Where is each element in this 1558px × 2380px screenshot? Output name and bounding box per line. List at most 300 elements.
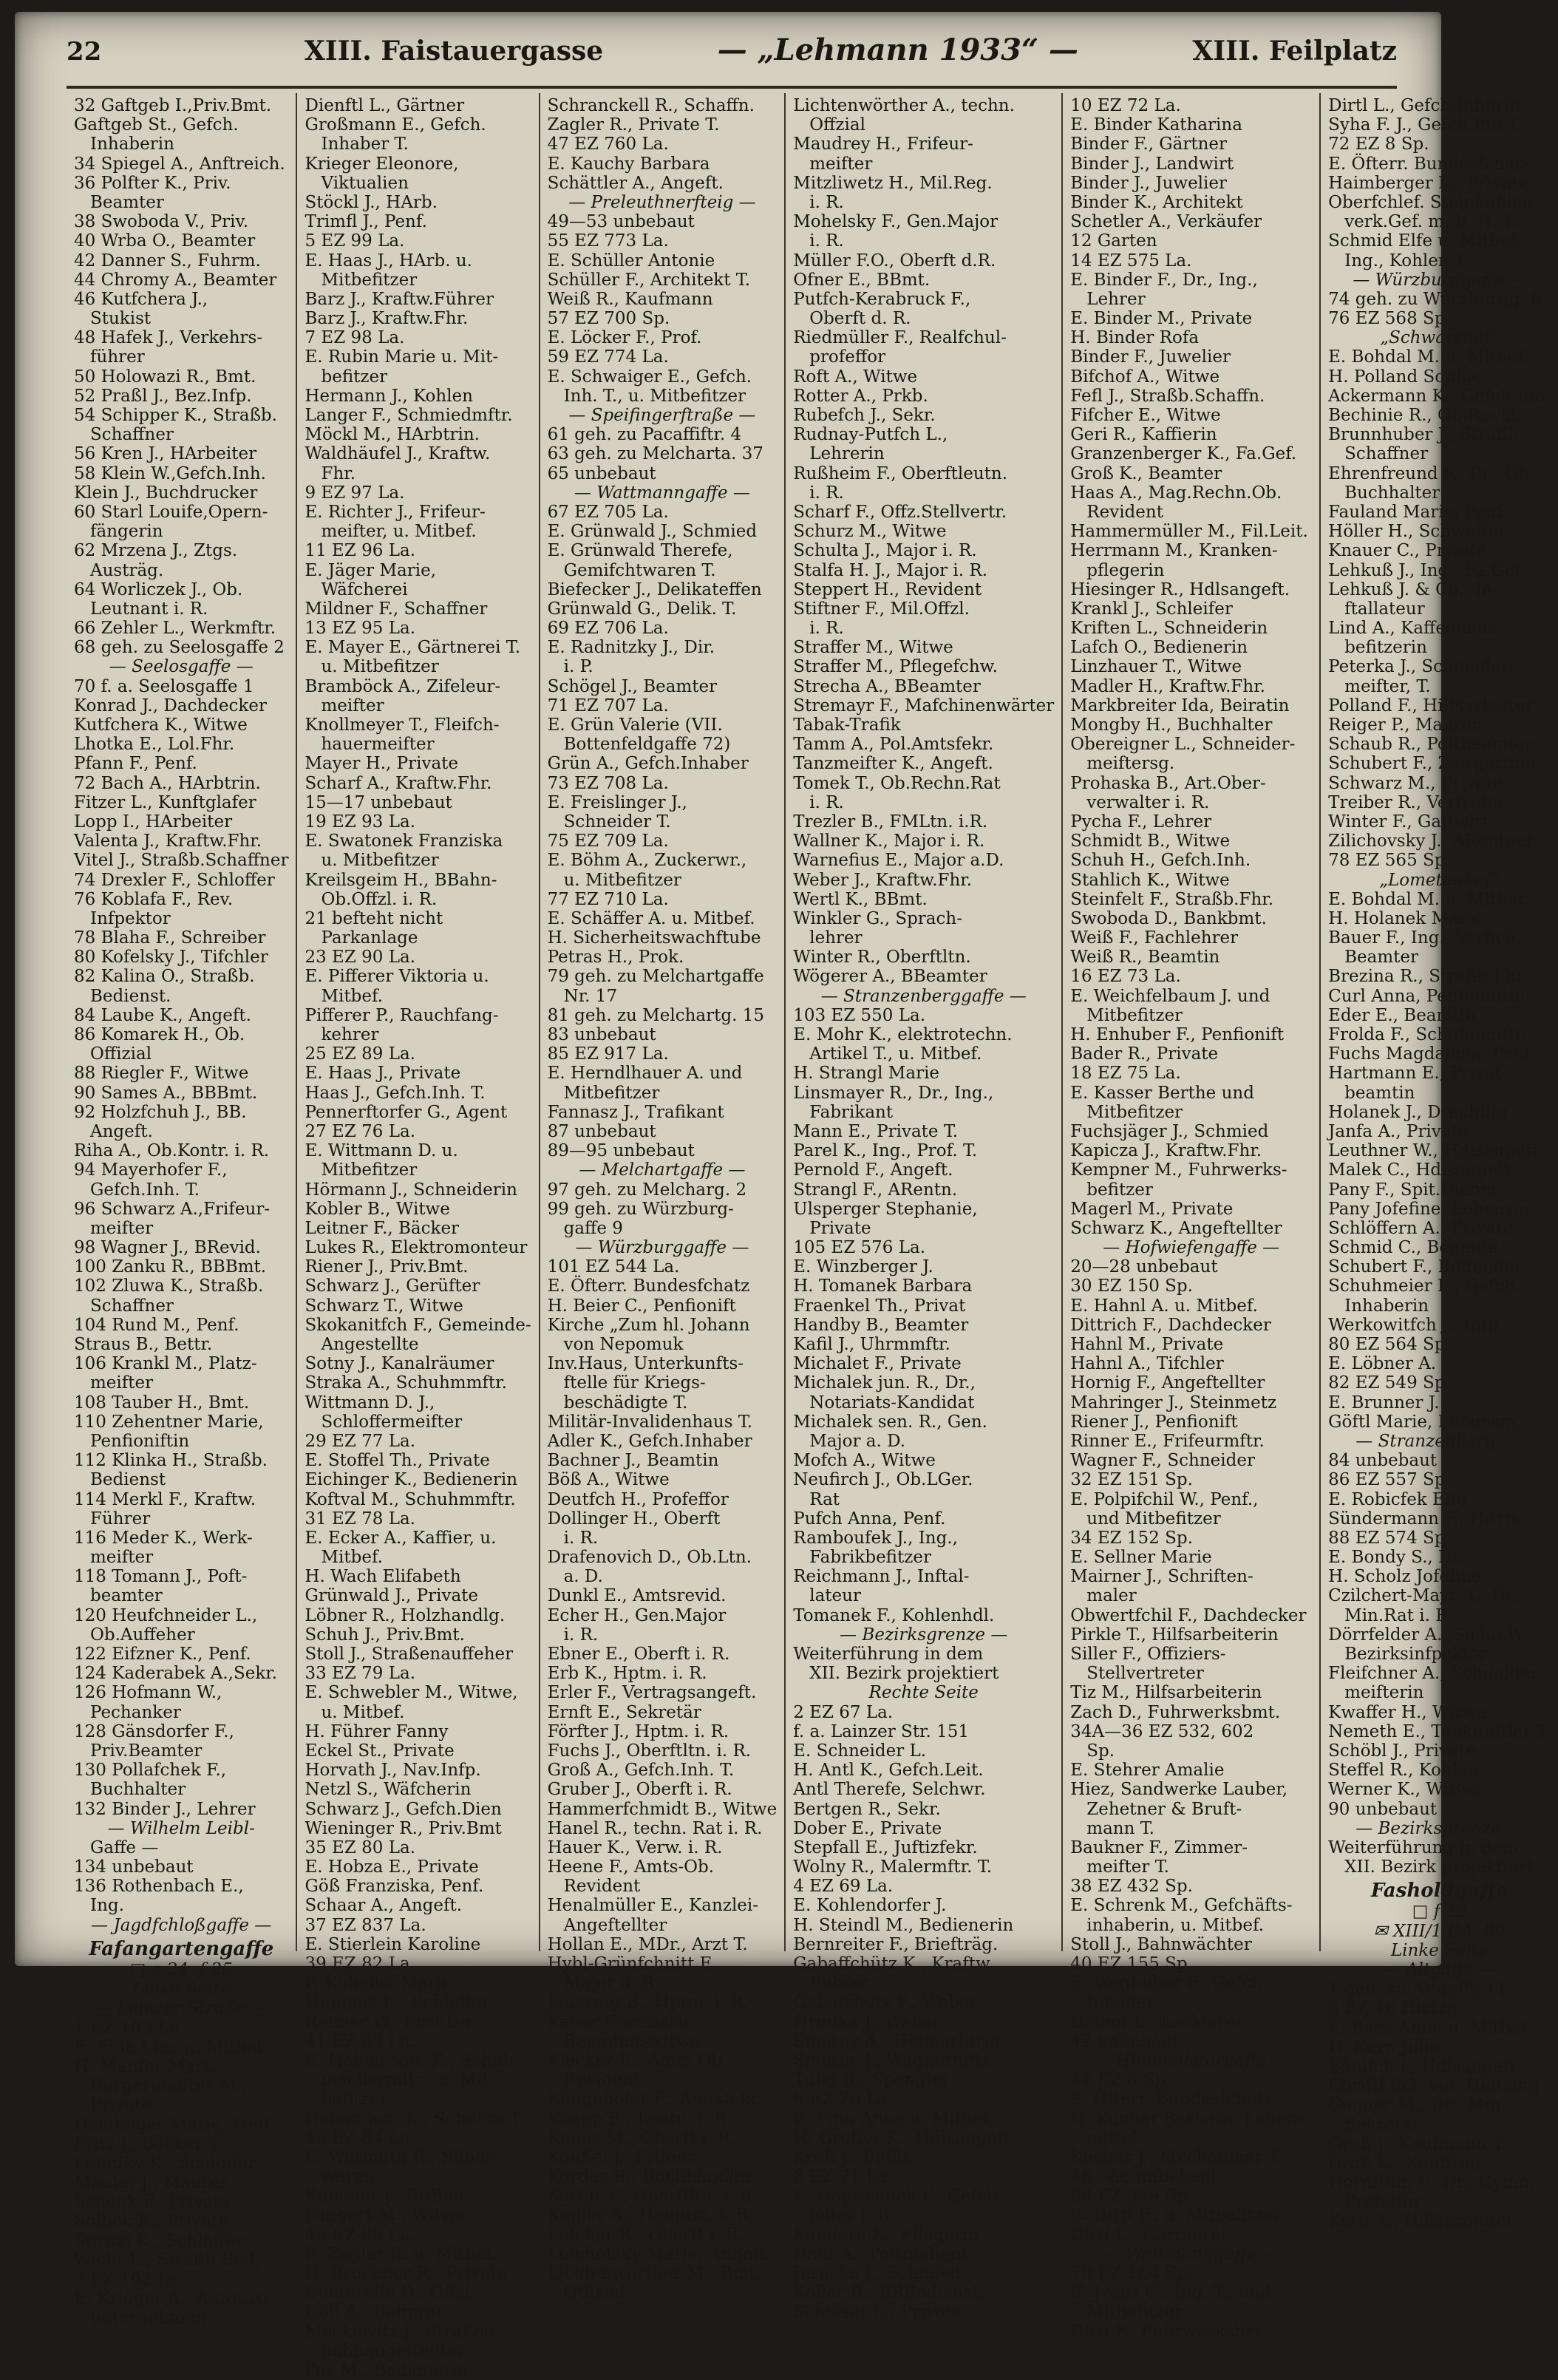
directory-entry: H. Sicherheitswachftube [547, 928, 761, 948]
entry-continuation: verk.Gef. m. b. H. T. [1344, 212, 1517, 232]
directory-entry: 1 EZ 103 La. [74, 2018, 185, 2038]
directory-entry: Lichtenwörther A., techn. [793, 96, 1015, 115]
directory-entry: 40 EZ 155 Sp. [1070, 1954, 1193, 1973]
directory-entry: E. Bondy S., Dr. [1328, 1548, 1464, 1568]
directory-entry: 87 unbebaut [547, 1121, 656, 1141]
directory-entry: Bramböck A., Zifeleur- [305, 676, 501, 696]
section-marker: — Jagdfchloßgaffe — [91, 1915, 272, 1935]
entry-continuation: mittel [1086, 2128, 1137, 2148]
directory-entry: Wolny R., Malermftr. T. [793, 1857, 993, 1877]
directory-entry: 80 EZ 564 Sp. [1328, 1335, 1451, 1354]
entry-continuation: Inhaber [1086, 1993, 1155, 2013]
directory-entry: Linzhauer T., Witwe [1070, 657, 1242, 677]
header-rule [67, 86, 1397, 89]
directory-entry: 69 EZ 706 La. [547, 619, 669, 639]
directory-entry: Echer H., Gen.Major [547, 1605, 727, 1625]
directory-entry: 78 Blaha F., Schreiber [74, 928, 266, 948]
directory-entry: Pany F., Spit.Diener [1328, 1180, 1499, 1200]
directory-entry: Strangl F., ARentn. [793, 1180, 958, 1200]
street-heading: Fasholdgaffe [1370, 1880, 1508, 1903]
directory-entry: Mann E., Private T. [793, 1121, 959, 1141]
directory-entry: Rinner E., Frifeurmftr. [1070, 1431, 1265, 1451]
directory-entry: 18 EZ 75 La. [1070, 1064, 1181, 1084]
entry-continuation: i. R. [809, 192, 844, 212]
directory-entry: E. Bohdal M. u. Mitbef. [1328, 347, 1529, 367]
directory-entry: Siller F., Offiziers- [1070, 1645, 1226, 1664]
directory-entry: Reiger P., Maurer [1328, 715, 1480, 735]
section-marker: □ e 24, f 25 [129, 1960, 233, 1979]
directory-entry: 67 EZ 705 La. [547, 502, 669, 522]
directory-entry: 97 geh. zu Melcharg. 2 [547, 1180, 747, 1200]
directory-entry: 32 Gaftgeb I.,Priv.Bmt. [74, 96, 272, 115]
directory-entry: Fraenkel Th., Privat [793, 1296, 966, 1316]
directory-entry: Janfa A., Private [1328, 1121, 1469, 1141]
entry-continuation: waren [321, 2167, 375, 2187]
directory-entry: Lichtenwörther M., Bmt. [547, 2264, 761, 2283]
directory-entry: Strecha A., BBeamter [793, 676, 981, 696]
section-marker: — Himmelhaurgaffe — [1093, 2050, 1290, 2070]
directory-entry: Hauer K., Verw. i. R. [547, 1837, 723, 1857]
entry-continuation: Inhaberin [1344, 1296, 1429, 1316]
directory-entry: Kwaffer H., Witwe [1328, 1702, 1487, 1722]
directory-entry: Syha F. J., Gefch.Inh.T. [1328, 115, 1522, 135]
entry-continuation: Offzial [809, 115, 865, 135]
directory-entry: Bauer F., Ing., Verfich. [1328, 928, 1522, 948]
directory-entry: Valenta J., Kraftw.Fhr. [74, 832, 262, 851]
entry-continuation: unternehmen [90, 2308, 206, 2328]
directory-entry: Schaar A., Angeft. [305, 1896, 463, 1916]
directory-entry: Chriftl.fo3. Ver. Hietzing [1328, 2076, 1540, 2096]
directory-entry: Stremayr F., Mafchinenwärter [793, 696, 1055, 715]
directory-entry: Schögel J., Beamter [547, 676, 718, 696]
directory-entry: Dober E., Private [793, 1818, 942, 1838]
entry-continuation: XII. Bezirk projektiert [809, 1664, 999, 1684]
directory-entry: Frolda F., Schuhmmftr. [1328, 1025, 1527, 1044]
directory-entry: Juracka J., Schmied [793, 2264, 962, 2283]
directory-entry: Treiber R., Vertreter [1328, 792, 1506, 812]
directory-entry: Dirtl F., Fuhrwerksbef. [1070, 2322, 1267, 2342]
entry-continuation: Fabrikant [809, 1102, 894, 1122]
directory-entry: Pfann F., Penf. [74, 754, 197, 774]
directory-entry: 38 Swoboda V., Priv. [74, 212, 249, 232]
directory-entry: 20—28 unbebaut [1070, 1257, 1218, 1277]
entry-continuation: meifterin [1344, 1683, 1424, 1703]
directory-entry: E. Schäffer A. u. Mitbef. [547, 908, 755, 928]
directory-entry: Hybl-Grünfchnitt E., [547, 1954, 724, 1973]
directory-entry: 55 EZ 773 La. [547, 231, 669, 251]
section-marker: Linke Seite [1390, 1940, 1489, 1960]
directory-entry: Klecker E., Amts-Ob. [547, 2050, 728, 2070]
directory-entry: Groß J., Kaufmann T. [1328, 2134, 1507, 2154]
directory-entry: Kobler B., Witwe [305, 1199, 450, 1219]
directory-entry: Binder K., Architekt [1070, 192, 1243, 212]
entry-continuation: Beamtenswitwe [563, 2031, 701, 2051]
directory-entry: Kapicza J., Kraftw.Fhr. [1070, 1141, 1262, 1161]
directory-entry: E. Stoffel Th., Private [305, 1451, 490, 1471]
directory-entry: Schulta J., Major i. R. [793, 541, 977, 561]
directory-entry: Winter F., Gaftwirt [1328, 812, 1490, 832]
directory-entry: Winkler G., Sprach- [793, 908, 962, 928]
directory-entry: Kottur F., Oberftltn. i. R. [547, 2186, 758, 2206]
directory-entry: Michalet F., Private [793, 1354, 962, 1374]
entry-continuation: hauermeifter [321, 735, 435, 755]
directory-entry: Holanek J., Drechfler [1328, 1102, 1509, 1122]
section-marker: — Würzburggaffe — [575, 1238, 749, 1258]
directory-entry: Weiß R., Kaufmann [547, 289, 713, 309]
directory-entry: Pennerftorfer G., Agent [305, 1102, 508, 1122]
directory-entry: E. Hahnl A. u. Mitbef. [1070, 1296, 1258, 1316]
entry-continuation: u. Mitbefitzer [563, 870, 681, 890]
directory-entry: Wittmann D. J., [305, 1393, 435, 1412]
section-marker: — Stranzenberggaffe — [820, 986, 1027, 1006]
directory-entry: 41 EZ 83 La. [305, 2031, 416, 2051]
directory-entry: 12 Garten [1070, 231, 1157, 251]
directory-entry: E. Löbner A. [1328, 1354, 1437, 1374]
entry-continuation: Ing. [90, 1896, 124, 1916]
directory-entry: Linsmayer R., Dr., Ing., [793, 1083, 994, 1103]
directory-entry: 70 f. a. Seelosgaffe 1 [74, 676, 254, 696]
directory-entry: Trimfl J., Penf. [305, 212, 427, 232]
entry-continuation: Profeffor [1344, 2192, 1421, 2212]
directory-entry: Lind A., Kaffeehaus- [1328, 619, 1503, 639]
directory-entry: Pany Jofefine, Lebensm. [1328, 1199, 1535, 1219]
directory-entry: 106 Krankl M., Platz- [74, 1354, 257, 1374]
directory-entry: E. Heptmanek F., Gefch. [793, 2186, 1004, 2206]
directory-entry: Gruber J., Oberft i. R. [547, 1780, 732, 1800]
directory-entry: Steinfelt F., Straßb.Fhr. [1070, 889, 1274, 909]
directory-entry: 45 EZ 85 La. [305, 2225, 416, 2245]
entry-continuation: Viktualien [321, 173, 409, 193]
directory-entry: Kern A., Hilfsarbeiter [1328, 2211, 1514, 2231]
directory-entry: 19 EZ 93 La. [305, 812, 416, 832]
directory-entry: 6 EZ 70 La. [793, 2090, 894, 2109]
section-marker: ✉ XIII/1 P.A. 89 [1373, 1921, 1506, 1941]
directory-entry: Oberfchlef. Steinkohlen- [1328, 192, 1539, 212]
entry-continuation: Offizial [563, 2283, 625, 2303]
directory-entry: Madler H., Kraftw.Fhr. [1070, 676, 1265, 696]
directory-entry: Hammermüller M., Fil.Leit. [1070, 522, 1308, 542]
entry-continuation: Bedienst. [90, 986, 171, 1006]
directory-entry: 98 Wagner J., BRevid. [74, 1238, 261, 1258]
directory-entry: Krankl J., Schleifer [1070, 599, 1233, 619]
entry-continuation: maler [1086, 1586, 1137, 1606]
directory-page [15, 12, 1551, 2380]
directory-entry: E. Wittmann D. u. [305, 1141, 458, 1161]
directory-entry: Keber Franziska, [547, 2012, 695, 2032]
directory-entry: Weiterführung in dem [793, 1645, 984, 1664]
entry-continuation: Ob.Offzl. i. R. [321, 889, 438, 909]
directory-entry: 82 EZ 549 Sp. [1328, 1373, 1451, 1393]
directory-entry: 43 EZ 84 La. [305, 2128, 416, 2148]
section-marker: — Melchartgaffe — [579, 1160, 746, 1180]
directory-entry: Fuchs Magdalena, Penf. [1328, 1044, 1536, 1064]
section-marker: — Stranzenberg. — [1355, 1431, 1524, 1451]
directory-entry: Schwarz J., Gerüfter [305, 1276, 480, 1296]
directory-entry: Kirche „Zum hl. Johann [547, 1315, 750, 1335]
directory-entry: Gaftgeb St., Gefch. [74, 115, 239, 135]
directory-entry: 68 geh. zu Seelosgaffe 2 [74, 638, 285, 658]
directory-entry: Kugler A., Hauptm. i. R. [547, 2206, 755, 2226]
directory-entry: Straus B., Bettr. [74, 1335, 213, 1354]
entry-continuation: Sp. [1086, 1741, 1115, 1761]
left-street-heading: XIII. Faistauergasse [304, 35, 604, 67]
directory-entry: Leitner F., Bäcker [305, 1218, 460, 1238]
directory-entry: Böß A., Witwe [547, 1470, 670, 1490]
directory-entry: Tomek T., Ob.Rechn.Rat [793, 773, 1001, 793]
directory-entry: Dunkl E., Amtsrevid. [547, 1586, 727, 1606]
directory-entry: Renner W., Fbrf.Dir. [305, 2012, 477, 2032]
directory-entry: Fannasz J., Trafikant [547, 1102, 724, 1122]
directory-entry: 21 befteht nicht [305, 908, 443, 928]
directory-entry: Rudnay-Putfch L., [793, 425, 948, 445]
entry-continuation: Private [809, 1218, 871, 1238]
directory-entry: 114 Merkl F., Kraftw. [74, 1489, 256, 1509]
directory-entry: Möckl M., HArbtrin. [305, 425, 480, 445]
directory-entry: 47 EZ 760 La. [547, 135, 669, 154]
directory-entry: Steffel R., Kohlen [1328, 1761, 1479, 1781]
directory-entry: E. Winzberger J. [793, 1257, 933, 1277]
right-street-heading: XIII. Feilplatz [1192, 35, 1397, 67]
directory-entry: 54 Schipper K., Straßb. [74, 406, 277, 425]
directory-entry: Pycha F., Lehrer [1070, 812, 1212, 832]
directory-entry: E. Bohdal M. u. Mitbef. [1328, 889, 1529, 909]
directory-entry: 86 EZ 557 Sp. [1328, 1470, 1451, 1490]
directory-entry: Kriften L., Schneiderin [1070, 619, 1268, 639]
directory-entry: E. Binder Katharina [1070, 115, 1242, 135]
directory-entry: Curl Anna, Penfioniftin [1328, 986, 1525, 1006]
directory-entry: 130 Pollafchek F., [74, 1761, 227, 1781]
directory-entry: Ganner M., Dr., Min. [1328, 2095, 1507, 2115]
directory-entry: 2 EZ 67 La. [793, 1702, 894, 1722]
entry-continuation: Beamter [90, 192, 164, 212]
directory-entry: Hartmann E., Privat- [1328, 1064, 1508, 1084]
directory-entry: Göftl Marie, Lebensm. [1328, 1412, 1522, 1432]
directory-entry: H. Kern Julie [1328, 2037, 1440, 2057]
directory-entry: 90 unbebaut [1328, 1799, 1438, 1819]
entry-continuation: i. P. [563, 657, 593, 677]
directory-entry: Warnefius E., Major a.D. [793, 851, 1004, 871]
entry-continuation: inhaberin, u. Mitbef. [1086, 1915, 1265, 1935]
entry-continuation: Notariats-Kandidat [809, 1393, 975, 1412]
directory-entry: 81 geh. zu Melchartg. 15 [547, 1005, 764, 1025]
directory-entry: Schüller F., Architekt T. [547, 270, 751, 290]
directory-entry: 49—53 unbebaut [547, 212, 695, 232]
directory-entry: 29 EZ 77 La. [305, 1431, 416, 1451]
directory-title: — „Lehmann 1933“ — [717, 33, 1078, 67]
entry-continuation: befitzer [321, 2090, 388, 2109]
directory-entry: 92 Holzfchuh J., BB. [74, 1102, 247, 1122]
directory-entry: Schubert F., Ziergärtner [1328, 754, 1539, 774]
entry-continuation: i. R. [809, 792, 844, 812]
entry-continuation: fängerin [90, 522, 163, 542]
directory-entry: Rubefch J., Sekr. [793, 406, 936, 425]
entry-continuation: Pechanker [90, 1702, 181, 1722]
entry-continuation: Gefch.Inh. T. [90, 1180, 200, 1200]
directory-entry: Tufel R., Spengler [793, 2070, 950, 2090]
directory-entry: E. Polpifchil W., Penf., [1070, 1489, 1259, 1509]
directory-entry: Scharf A., Kraftw.Fhr. [305, 773, 492, 793]
directory-entry: 82 Kalina O., Straßb. [74, 967, 255, 987]
directory-entry: H. Manfer Mart. [74, 2056, 216, 2076]
directory-entry: Petras H., Prok. [547, 948, 684, 968]
directory-entry: Lefcher R., Oberft i. R. [547, 2225, 744, 2245]
directory-entry: H. Binder Rofa [1070, 328, 1200, 348]
entry-continuation: Angestellte [321, 1335, 419, 1354]
directory-entry: Zilichovsky J., ARentner [1328, 832, 1535, 851]
directory-entry: 122 Eifzner K., Penf. [74, 1645, 251, 1664]
directory-entry: 14 EZ 575 La. [1070, 251, 1192, 271]
directory-entry: Horvath J., Nav.Infp. [305, 1761, 481, 1781]
directory-entry: Hornftein F., Dr., Gymn. [1328, 2173, 1535, 2193]
directory-entry: 60 Starl Louife,Opern- [74, 502, 268, 522]
directory-entry: Stiftner F., Mil.Offzl. [793, 599, 970, 619]
directory-entry: E. Fink Lina u. Mitbef. [74, 2037, 268, 2057]
directory-entry: Hollan E., MDr., Arzt T. [547, 1934, 748, 1954]
directory-entry: Bönifch J., Hdlsangeft. [1328, 2056, 1522, 2076]
directory-entry: 84 Laube K., Angeft. [74, 1005, 251, 1025]
directory-entry: Schwarz M., Private [1328, 773, 1503, 793]
directory-entry: Heene F., Amts-Ob. [547, 1857, 715, 1877]
directory-entry: 116 Meder K., Werk- [74, 1528, 253, 1548]
directory-entry: 128 Gänsdorfer F., [74, 1721, 234, 1741]
directory-entry: 89—95 unbebaut [547, 1141, 695, 1161]
directory-entry: Eder E., Beamtin [1328, 1005, 1476, 1025]
page-header [67, 33, 1397, 84]
directory-entry: Riener J., Penfionift [1070, 1412, 1238, 1432]
directory-entry: Stoll J., Straßenauffeher [305, 1645, 514, 1664]
directory-entry: E. Kauchy Barbara [547, 154, 710, 174]
directory-entry: 25 EZ 89 La. [305, 1044, 416, 1064]
directory-entry: Gabaffchütz K., Kraftw. [793, 1954, 994, 1973]
directory-entry: Pernold F., Angeft. [793, 1160, 953, 1180]
directory-entry: E. Robicfek Elfe [1328, 1489, 1467, 1509]
directory-entry: Mitzliwetz H., Mil.Reg. [793, 173, 993, 193]
directory-entry: H. Antl K., Gefch.Leit. [793, 1761, 984, 1781]
directory-entry: 33 EZ 79 La. [305, 1664, 416, 1684]
directory-entry: H. Strangl Marie [793, 1064, 940, 1084]
entry-continuation: Schaffner [90, 1296, 174, 1316]
entry-continuation: Bürgermeifter M., [90, 2076, 248, 2096]
directory-entry: 56 Kren J., HArbeiter [74, 444, 257, 464]
entry-continuation: Gemifchtwaren T. [563, 560, 716, 580]
directory-entry: Hahnl M., Private [1070, 1335, 1224, 1354]
directory-entry: Schwarz J., Gefch.Dien [305, 1799, 502, 1819]
section-marker: — Preleuthnerfteig — [568, 192, 756, 212]
directory-entry: Schlöffern A., Private [1328, 1218, 1513, 1238]
section-marker: — Wattmanngaffe — [574, 483, 750, 503]
directory-entry: 76 EZ 568 Sp. [1328, 309, 1451, 329]
directory-entry: Stalfa H. J., Major i. R. [793, 560, 988, 580]
directory-entry: Prohaska B., Art.Ober- [1070, 773, 1266, 793]
entry-continuation: Schneider T. [563, 812, 671, 832]
entry-continuation: Oberft d. R. [809, 309, 911, 329]
entry-continuation: Penfioniftin [90, 1431, 190, 1451]
directory-entry: 46—66 unbebaut [1070, 2167, 1218, 2187]
directory-entry: Schuh J., Priv.Bmt. [305, 1625, 465, 1645]
directory-entry: H. Steindl M., Bedienerin [793, 1915, 1014, 1935]
directory-entry: Neufirch J., Ob.LGer. [793, 1470, 973, 1490]
directory-entry: Schuhmeier L., Gefch. [1328, 1276, 1521, 1296]
entry-continuation: Schaffner [1344, 444, 1429, 464]
directory-entry: 75 EZ 709 La. [547, 832, 669, 851]
column-3 [540, 93, 786, 2303]
directory-entry: Grünwald J., Private [305, 1586, 479, 1606]
directory-entry: Solbek K., Private [74, 2211, 229, 2231]
directory-entry: Rußheim F., Oberftleutn. [793, 463, 1008, 483]
directory-entry: E. Mayer E., Gärtnerei T. [305, 638, 521, 658]
entry-continuation: Revident [563, 1877, 641, 1897]
directory-entry: E. Stierlein Karoline [305, 1934, 481, 1954]
directory-entry: Fuchs J., Oberftltn. i. R. [547, 1741, 752, 1761]
directory-entry: Weber J., Kraftw.Fhr. [793, 870, 973, 890]
entry-continuation: Mitbef. [321, 1548, 383, 1568]
entry-continuation: i. R. [563, 1528, 599, 1548]
directory-entry: Höller H., Schwefter [1328, 522, 1507, 542]
directory-entry: E. Stehrer Amalie [1070, 1761, 1225, 1781]
entry-continuation: Rat [809, 1489, 840, 1509]
entry-continuation: Austräg. [90, 560, 164, 580]
directory-entry: Werkowitfch J., Infp. [1328, 1315, 1504, 1335]
directory-entry: 134 unbebaut [74, 1857, 194, 1877]
directory-entry: E. Krieger A., Autotaxi- [74, 2289, 275, 2309]
entry-continuation: Mitbef. [321, 986, 383, 1006]
directory-entry: Lehkuß J. & Co., In- [1328, 579, 1498, 599]
directory-entry: Knauer C., Private [1328, 541, 1487, 561]
directory-entry: 96 Schwarz A.,Frifeur- [74, 1199, 271, 1219]
directory-entry: Tamm A., Pol.Amtsfekr. [793, 735, 994, 755]
directory-entry: 11 EZ 96 La. [305, 541, 416, 561]
entry-continuation: gaffe 9 [563, 1218, 623, 1238]
entry-continuation: Private [90, 2095, 152, 2115]
directory-entry: 4 EZ 69 La. [793, 1877, 894, 1897]
directory-entry: Tomanek F., Kohlenhdl. [793, 1605, 995, 1625]
entry-continuation: bahnangeftellter [321, 2341, 466, 2361]
directory-entry: Hornig F., Angeftellter [1070, 1373, 1265, 1393]
directory-entry: Henalmüller E., Kanzlei- [547, 1896, 759, 1916]
directory-entry: Militär-Invalidenhaus T. [547, 1412, 753, 1432]
directory-entry: E. Löcker F., Prof. [547, 328, 702, 348]
directory-entry: Weiterführung in dem [1328, 1837, 1519, 1857]
directory-entry: Eckel St., Private [305, 1741, 455, 1761]
directory-entry: Nemeth E., Tonkünftler T. [1328, 1721, 1551, 1741]
directory-entry: Fleifchner A., Schneider- [1328, 1664, 1545, 1684]
directory-entry: Mairner J., Schriften- [1070, 1567, 1253, 1587]
page-number: 22 [67, 37, 102, 67]
entry-continuation: von Nepomuk [563, 1335, 684, 1354]
directory-entry: 44 Chromy A., Beamter [74, 270, 277, 290]
directory-entry: Straffer M., Witwe [793, 638, 953, 658]
directory-entry: Schättler A., Angeft. [547, 173, 724, 193]
entry-continuation: meiftersg. [1086, 754, 1175, 774]
directory-entry: Putfch-Kerabruck F., [793, 289, 971, 309]
directory-entry: Koller B., BBBedienst. [793, 2283, 985, 2303]
entry-continuation: Mitbefitzer [321, 1160, 418, 1180]
directory-entry: Konrad J., Dachdecker [74, 696, 267, 715]
entry-continuation: Artikel T., u. Mitbef. [809, 1044, 982, 1064]
entry-continuation: Inh. T., u. Mitbefitzer [563, 386, 746, 406]
directory-entry: Kummer J., BBBmt. [305, 2186, 472, 2206]
directory-entry: E. Bees Anna u. Mitbef. [1328, 2018, 1531, 2038]
entry-continuation: verwalter i. R. [1086, 792, 1210, 812]
directory-entry: 83 unbebaut [547, 1025, 656, 1044]
directory-entry: Straffer M., Pflegefchw. [793, 657, 998, 677]
directory-entry: Dittrich F., Dachdecker [1070, 1315, 1271, 1335]
entry-continuation: Angeftellter [563, 1915, 667, 1935]
directory-entry: H. Tomanek Barbara [793, 1276, 973, 1296]
directory-entry: Fefl J., Straßb.Schaffn. [1070, 386, 1265, 406]
directory-entry: 8 EZ 71 La. [793, 2167, 894, 2187]
directory-entry: 58 Klein W.,Gefch.Inh. [74, 463, 266, 483]
